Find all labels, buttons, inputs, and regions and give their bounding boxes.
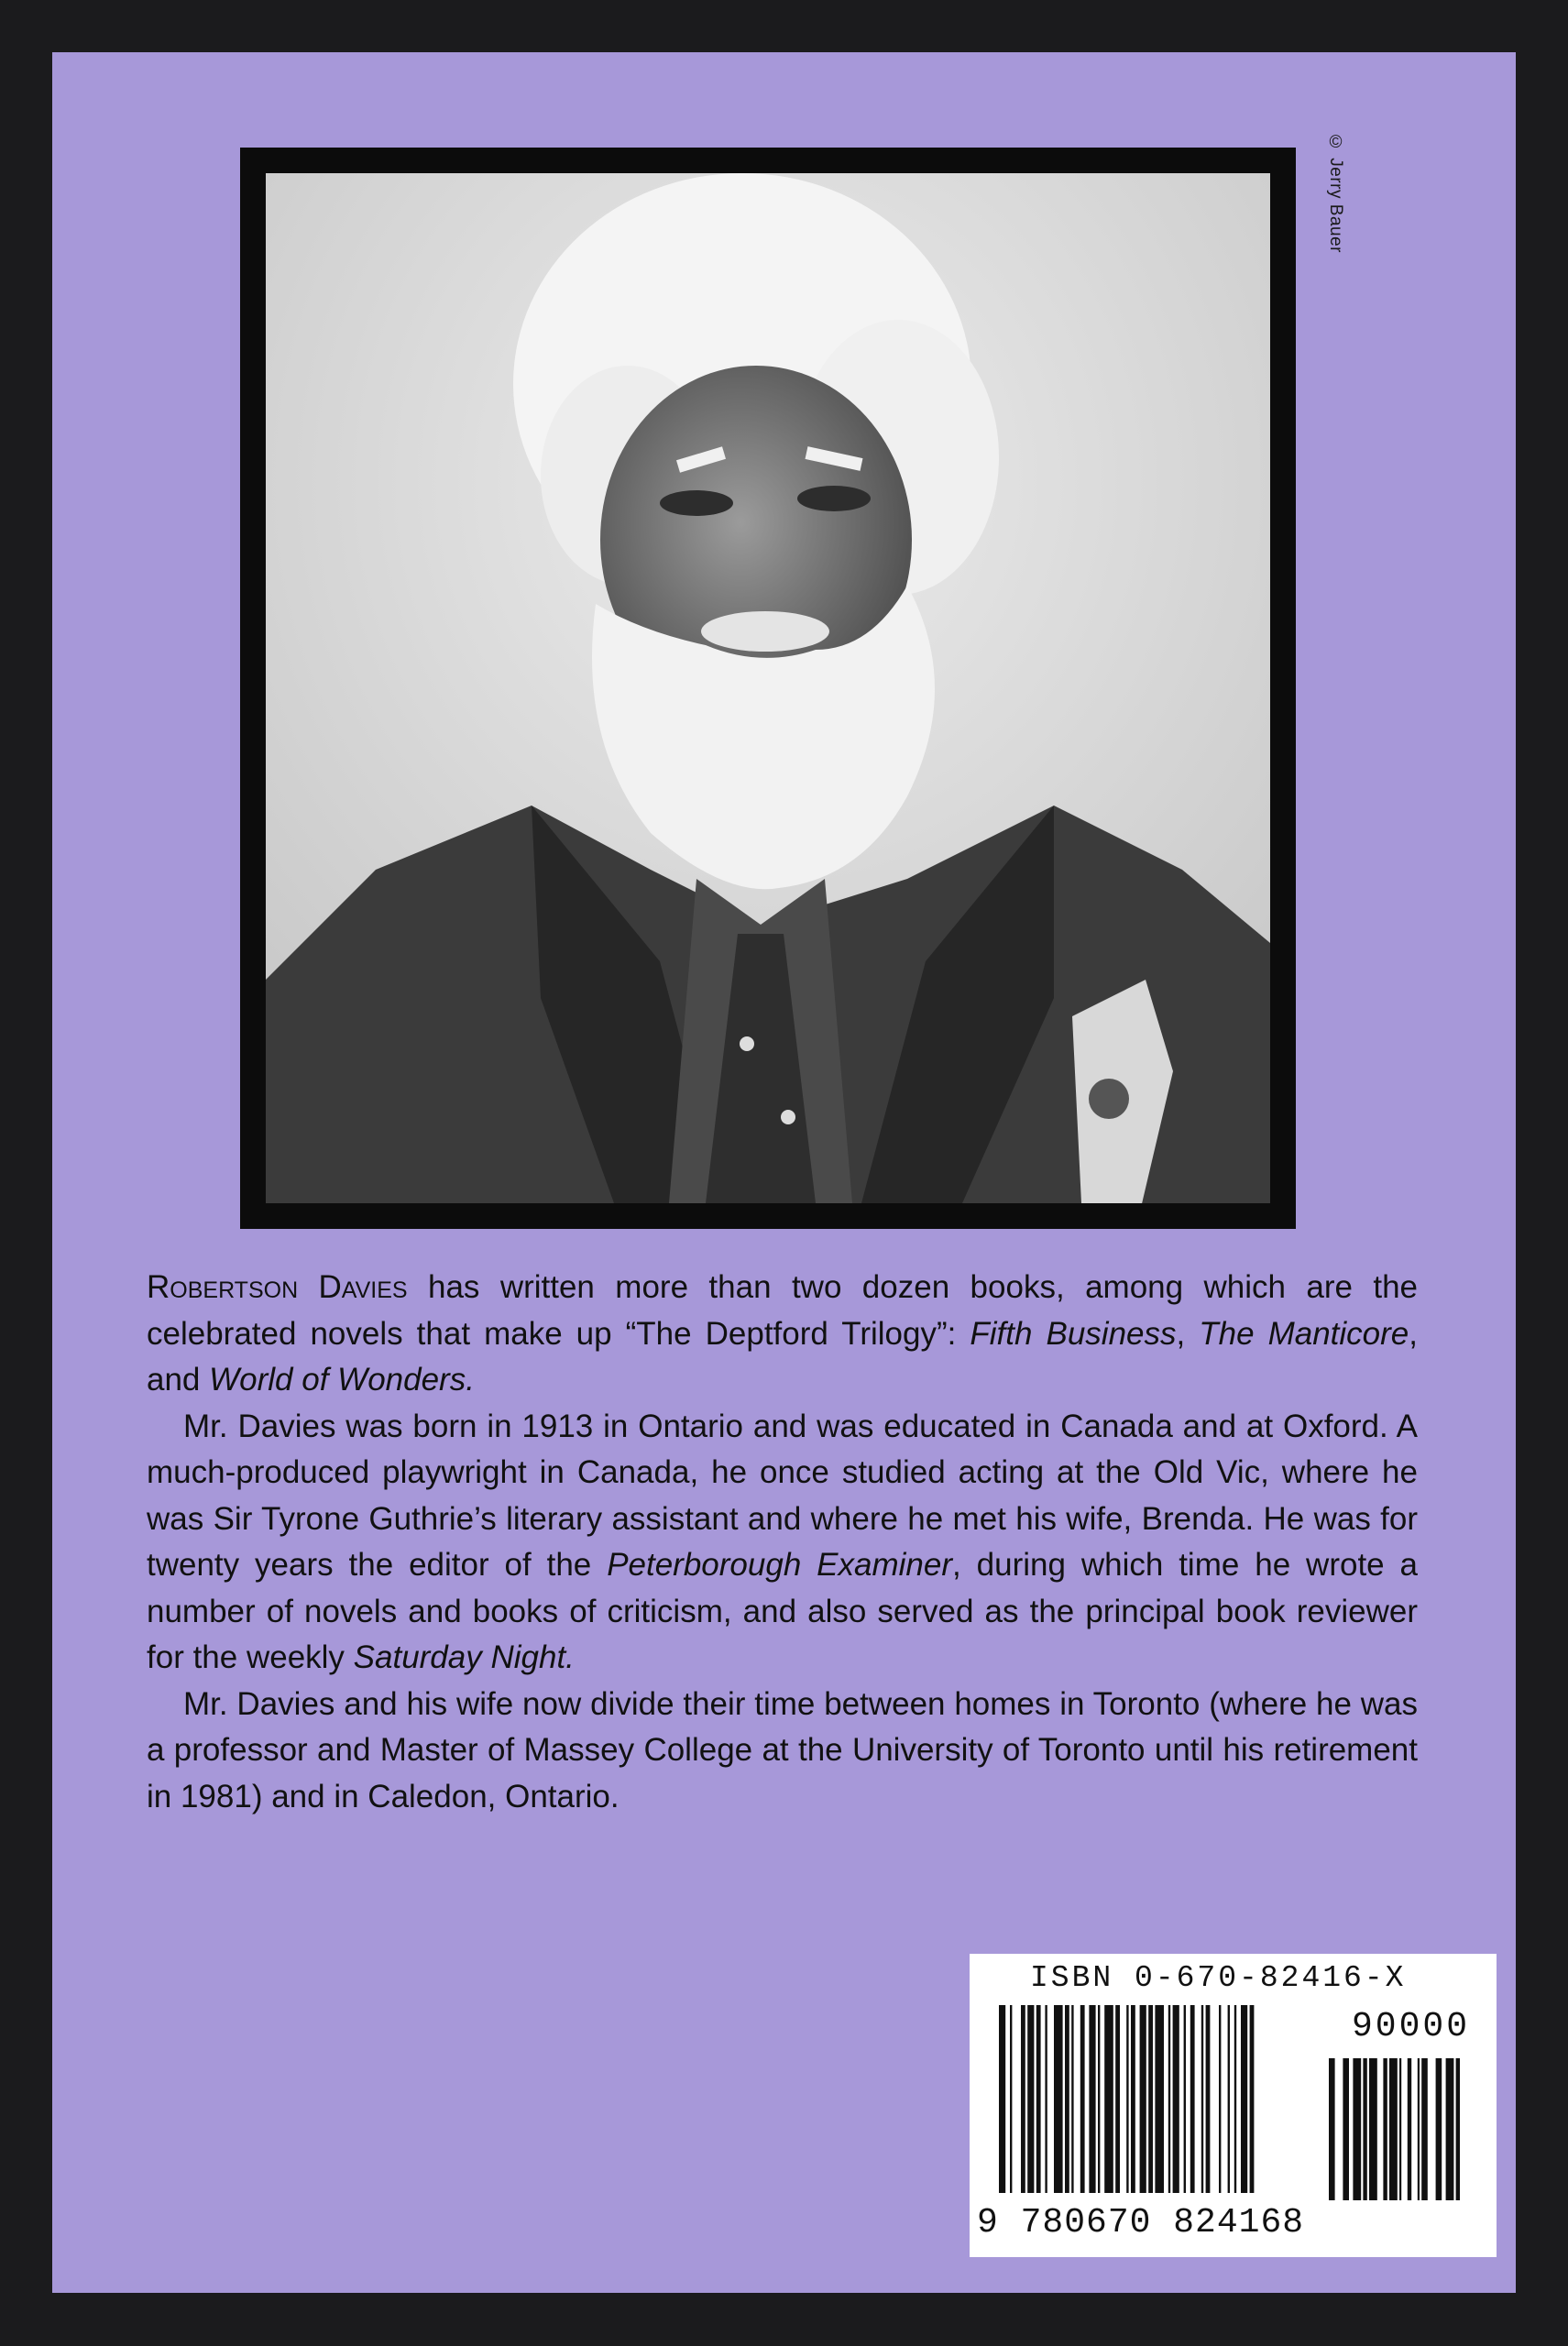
book-title: Fifth Business <box>970 1315 1177 1352</box>
photo-credit: © Jerry Bauer <box>1326 133 1345 253</box>
author-photo-frame <box>240 148 1296 1229</box>
isbn-number: ISBN 0-670-82416-X <box>1030 1961 1407 1995</box>
bio-text: Mr. Davies was born in 1913 in Ontario and was educated in Canada and at Oxford. A much-produced playwright in Canada, he once studied acting at the Old Vic, where he was Sir Tyrone Guthrie’s literary assistant and where he met his wife, Brenda. He was for twenty years the editor of the <box>147 1408 1418 1583</box>
publication-title: Saturday Night. <box>353 1639 575 1675</box>
bio-text: , during which time he wrote a number of novels and books of criticism, and also served as the principal book reviewer for the weekly <box>147 1547 1419 1675</box>
author-name: Robertson Davies <box>147 1269 408 1305</box>
barcode-label <box>970 1954 1497 2257</box>
author-photo <box>266 173 1270 1203</box>
book-title: The Manticore <box>1199 1315 1409 1352</box>
bio-paragraph-3: Mr. Davies and his wife now divide their time between homes in Toronto (where he was a professor and Master of Massey College at the University of Toronto until his retirement in 1981) and in Caledon, Ontario. <box>147 1685 1418 1814</box>
bio-text: , and <box>147 1315 1418 1398</box>
bio-text: has written more than two dozen books, among which are the celebrated novels that make up “The Deptford Trilogy”: <box>147 1269 1418 1352</box>
author-biography <box>147 1265 1418 1820</box>
book-title: World of Wonders. <box>209 1362 475 1398</box>
ean-number: 9 780670 824168 <box>977 2203 1305 2242</box>
bio-paragraph-1 <box>147 1265 1418 1404</box>
bio-text: , <box>1176 1315 1200 1352</box>
publication-title: Peterborough Examiner <box>607 1547 953 1583</box>
bio-paragraph-2 <box>147 1404 1418 1682</box>
author-portrait-illustration <box>266 173 1270 1203</box>
price-addon-number: 90000 <box>1352 2007 1471 2046</box>
